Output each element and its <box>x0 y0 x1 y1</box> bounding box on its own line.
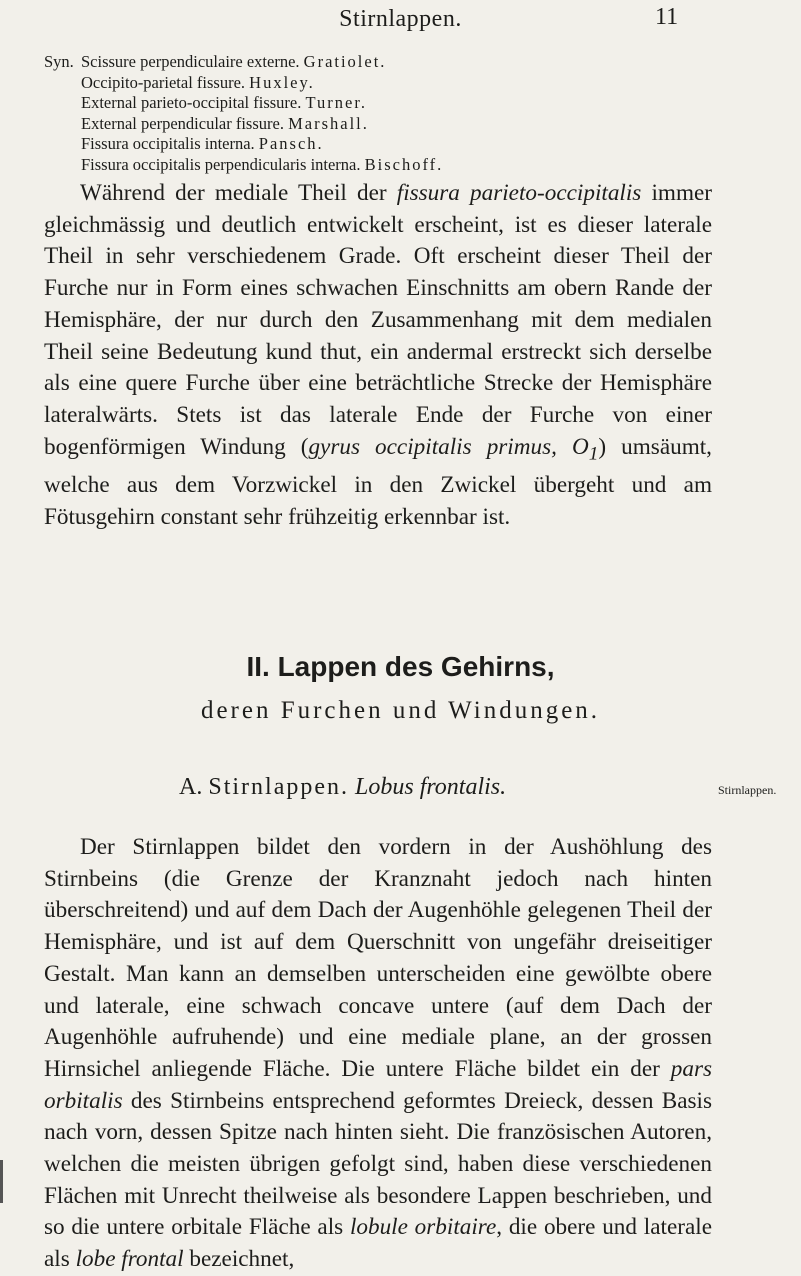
subscript: 1 <box>588 443 599 465</box>
synonym-author: Pansch. <box>258 134 324 153</box>
latin-term: pars orbitalis <box>44 1055 712 1114</box>
running-head: Stirnlappen. <box>339 6 462 32</box>
synonym-entry <box>81 114 443 135</box>
subsection-letter: A. <box>179 774 203 800</box>
text-run: , die obere und laterale als <box>44 1214 712 1273</box>
french-term: lobule orbitaire <box>349 1214 497 1241</box>
synonym-entry <box>81 93 443 114</box>
synonym-text: Fissura occipitalis interna. <box>81 134 255 153</box>
latin-term: fissura parieto-occipitalis <box>396 180 642 206</box>
synonym-author: Bischoff. <box>364 154 444 174</box>
text-run: ) umsäumt, welche aus dem Vorzwickel in den Zwickel übergeht und am Fötusgehirn constant sehr frühzeitig erkennbar ist. <box>44 433 712 530</box>
synonym-entries <box>81 52 443 175</box>
page-edge-shadow <box>0 1160 3 1203</box>
subsection-latin: Lobus frontalis. <box>355 774 507 800</box>
synonym-text: External perpendicular fissure. <box>81 113 284 133</box>
synonym-label: Syn. <box>44 52 74 71</box>
synonym-author: Gratiolet. <box>303 52 387 71</box>
paragraph-text <box>44 178 712 533</box>
subsection-name: Stirnlappen. <box>208 774 349 800</box>
synonym-author: Turner. <box>305 93 368 112</box>
text-run: Während der mediale Theil der <box>80 180 397 206</box>
section-title: II. Lappen des Gehirns, <box>246 651 555 682</box>
synonym-text: Scissure perpendiculaire externe. <box>81 52 300 71</box>
text-run: bezeichnet, <box>183 1246 295 1273</box>
latin-term-text: gyrus occipitalis primus, O <box>308 433 589 460</box>
synonym-text: External parieto-occipital fissure. <box>81 93 302 112</box>
paragraph-stirnlappen <box>44 832 712 1276</box>
synonym-text: Fissura occipitalis perpendicularis interna. <box>81 154 361 174</box>
synonym-entry <box>81 52 443 73</box>
subsection-heading <box>179 774 506 801</box>
text-run: Der Stirnlappen bildet den vordern in der Aushöhlung des Stirnbeins (die Grenze der Kranznaht jedoch nach hinten überschreitend) und auf dem Dach der Augenhöhle gelegenen Theil der Hemisphäre, und ist auf dem Querschnitt von ungefähr dreiseitiger Gestalt. Man kann an demselben unterscheiden eine gewölbte obere und laterale, eine schwach concave untere (auf dem Dach der Augenhöhle aufruhende) und eine mediale plane, an der grossen Hirnsichel anliegende Fläche. Die untere Fläche bildet ein der <box>44 834 712 1082</box>
synonym-entry <box>81 73 443 94</box>
section-subtitle: deren Furchen und Windungen. <box>200 697 601 724</box>
french-term: lobe frontal <box>75 1246 184 1273</box>
page-number: 11 <box>655 4 679 30</box>
synonym-author: Huxley. <box>249 72 315 92</box>
synonym-author: Marshall. <box>288 113 369 133</box>
text-run: des Stirnbeins entsprechend geformtes Dreieck, dessen Basis nach vorn, dessen Spitze nach hinten sieht. Die französischen Autoren, welchen die meisten übrigen gefolgt sind, haben diese verschiedenen Flächen mit Unrecht theilweise als besondere Lappen beschrieben, und so die untere orbitale Fläche als <box>44 1087 712 1241</box>
paragraph-text <box>44 832 712 1276</box>
synonym-entry <box>81 134 443 155</box>
synonym-entry <box>81 155 443 176</box>
latin-term <box>308 433 599 465</box>
synonym-text: Occipito-parietal fissure. <box>81 72 246 92</box>
text-run: immer gleichmässig und deutlich entwickelt erscheint, ist es dieser laterale Theil in sehr verschiedenem Grade. Oft erscheint dieser Theil der Furche nur in Form eines schwachen Einschnitts am obern Rande der Hemisphäre, der nur durch den Zusammenhang mit dem medialen Theil seine Bedeutung kund thut, ein andermal erstreckt sich derselbe als eine quere Furche über eine beträchtliche Strecke der Hemisphäre lateralwärts. Stets ist das laterale Ende der Furche von einer bogenförmigen Windung ( <box>44 180 712 460</box>
paragraph-fissura <box>44 178 712 533</box>
margin-note: Stirnlappen. <box>718 783 777 797</box>
